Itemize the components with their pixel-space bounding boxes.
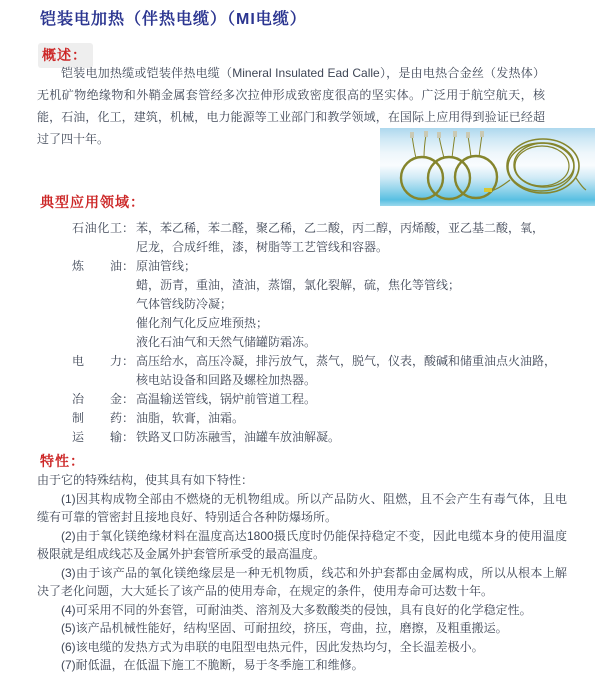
section-heading-overview: 概述： xyxy=(38,43,93,68)
feature-item-6: (6)该电缆的发热方式为串联的电阻型电热元件，因此发热均匀，全长温差极小。 xyxy=(61,639,484,654)
feature-item-7: (7)耐低温，在低温下施工不脆断，易于冬季施工和维修。 xyxy=(61,658,364,672)
application-colon: ： xyxy=(122,411,135,425)
application-label: 制药 xyxy=(72,411,122,425)
application-row-petrochemical xyxy=(72,219,556,257)
application-label: 电力 xyxy=(72,354,122,368)
application-colon: ： xyxy=(122,259,135,273)
application-lines: 高温输送管线，锅炉前管道工程。 xyxy=(136,392,317,406)
feature-item-4: (4)可采用不同的外套管，可耐油类、溶剂及大多数酸类的侵蚀，具有良好的化学稳定性。 xyxy=(61,602,532,617)
section-heading-applications: 典型应用领域： xyxy=(40,194,145,210)
application-colon: ： xyxy=(122,392,135,406)
applications-list xyxy=(72,219,556,447)
application-lines: 油脂，软膏，油霜。 xyxy=(136,411,245,425)
application-label: 石油化工 xyxy=(72,221,122,235)
application-row-metallurgy xyxy=(72,390,556,409)
page-title: 铠装电加热（伴热电缆）（MI电缆） xyxy=(40,11,307,28)
cable-photo-image xyxy=(380,128,595,206)
application-lines: 苯，苯乙稀，苯二醛，聚乙稀，乙二酸，丙二醇，丙烯酸，亚乙基二酸，氧， 尼龙，合成纤维，漆，树脂等工艺管线和容器。 xyxy=(136,221,545,254)
application-label: 冶金 xyxy=(72,392,122,406)
application-row-electric-power xyxy=(72,352,556,390)
application-colon: ： xyxy=(122,354,135,368)
features-intro: 由于它的特殊结构，使其具有如下特性： xyxy=(37,473,254,487)
application-row-pharmaceutical xyxy=(72,409,556,428)
features-list xyxy=(37,471,567,675)
feature-item-1: (1)因其构成物全部由不燃烧的无机物组成。所以产品防火、阻燃，且不会产生有毒气体，且电缆有可靠的管密封且接地良好、特别适合各种防爆场所。 xyxy=(37,491,567,524)
feature-item-3: (3)由于该产品的氧化镁绝缘层是一种无机物质，线芯和外护套都由金属构成，所以从根本上解决了老化问题，大大延长了该产品的使用寿命，在规定的条件，使用寿命可达数十年。 xyxy=(37,565,567,598)
feature-item-5: (5)该产品机械性能好，结构坚固、可耐扭绞，挤压，弯曲，拉，磨擦，及粗重搬运。 xyxy=(61,621,508,635)
application-colon: ： xyxy=(122,221,135,235)
application-colon: ： xyxy=(122,430,135,444)
overview-paragraph: 铠装电加热缆或铠装伴热电缆（Mineral Insulated Ead Calle），是由电热合金丝（发热体）无机矿物绝缘物和外鞘金属套管经多次拉伸形成致密度很高的坚实体。广泛用于航空航天，核能，石油，化工，建筑，机械，电力能源等工业部门和教学领域，在国际上应用得到验证已经超过了四十年。 xyxy=(37,66,545,146)
application-lines: 原油管线； 蜡，沥青，重油，渣油，蒸馏，氯化裂解，硫，焦化等管线； 气体管线防冷凝； 催化剂气化反应堆预热； 液化石油气和天然气储罐防霜冻。 xyxy=(136,259,461,349)
application-row-refining xyxy=(72,257,556,352)
cable-photo xyxy=(380,128,595,206)
feature-item-2: (2)由于氧化镁绝缘材料在温度高达1800摄氏度时仍能保持稳定不变，因此电缆本身的使用温度极限就是组成线芯及金属外护套管所承受的最高温度。 xyxy=(37,528,567,561)
section-heading-features: 特性： xyxy=(40,453,85,469)
application-row-transport xyxy=(72,428,556,447)
application-label: 炼油 xyxy=(72,259,122,273)
application-lines: 铁路叉口防冻融雪，油罐车放油解凝。 xyxy=(136,430,341,444)
application-label: 运输 xyxy=(72,430,122,444)
application-lines: 高压给水，高压冷凝，排污放气，蒸气，脱气，仪表，酸碱和储重油点火油路， 核电站设备和回路及螺栓加热器。 xyxy=(136,354,557,387)
